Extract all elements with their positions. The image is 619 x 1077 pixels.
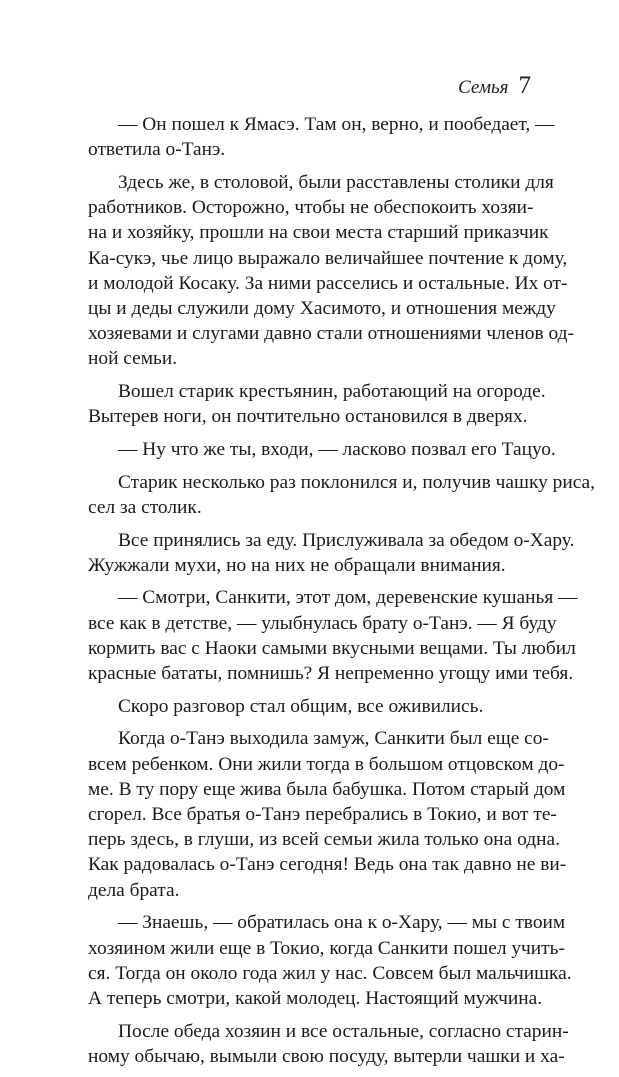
text-line: перь здесь, в глуши, из всей семьи жила только она одна. (88, 829, 560, 851)
paragraph (88, 528, 575, 578)
paragraph (88, 112, 555, 162)
text-line: цы и деды служили дому Хасимото, и отношения между (88, 297, 556, 319)
text-line: А теперь смотри, какой молодец. Настоящий мужчина. (88, 988, 543, 1009)
section-title: Семья (458, 77, 509, 98)
text-line: сгорел. Все братья о-Танэ перебрались в Токио, и вот те- (88, 804, 557, 826)
running-header (458, 72, 531, 100)
text-line: ся. Тогда он около года жил у нас. Совсем был мальчишка. (88, 962, 572, 984)
text-line: кормить вас с Наоки самыми вкусными вещами. Ты любил (88, 637, 576, 659)
text-line: — Смотри, Санкити, этот дом, деревенские кушанья — (118, 587, 578, 609)
text-line: Как радовалась о-Танэ сегодня! Ведь она так давно не ви- (88, 854, 567, 876)
paragraph (88, 726, 567, 902)
text-line: После обеда хозяин и все остальные, согласно старин- (118, 1020, 569, 1042)
paragraph (88, 170, 574, 372)
paragraph (88, 585, 578, 686)
text-line: сел за столик. (88, 496, 202, 518)
text-line: Вошел старик крестьянин, работающий на огороде. (118, 381, 546, 403)
text-line: ному обычаю, вымыли свою посуду, вытерли чашки и ха- (88, 1045, 565, 1067)
text-line: работников. Осторожно, чтобы не обеспокоить хозяи- (88, 197, 534, 219)
text-line: — Ну что же ты, входи, — ласково позвал его Тацуо. (118, 438, 556, 460)
text-line: Вытерев ноги, он почтительно остановился в дверях. (88, 406, 528, 428)
text-line: — Он пошел к Ямасэ. Там он, верно, и пообедает, — (118, 114, 555, 135)
text-line: Скоро разговор стал общим, все оживились. (118, 695, 484, 717)
text-line: Жужжали мухи, но на них не обращали внимания. (88, 554, 506, 576)
text-line: Здесь же, в столовой, были расставлены столики для (118, 171, 554, 193)
text-line: хозяевами и слугами давно стали отношениями членов од- (88, 323, 574, 345)
text-line: — Знаешь, — обратилась она к о-Хару, — мы с твоим (118, 912, 566, 934)
paragraph (88, 1019, 569, 1069)
text-line: ной семьи. (88, 348, 178, 370)
text-line: Все принялись за еду. Прислуживала за обедом о-Хару. (118, 529, 575, 551)
paragraph (88, 694, 530, 719)
paragraph (88, 437, 556, 462)
body-text (88, 112, 596, 1077)
text-line: Когда о-Танэ выходила замуж, Санкити был еще со- (118, 728, 549, 750)
page-number: 7 (518, 72, 531, 99)
text-line: дела брата. (88, 879, 180, 901)
text-line: всем ребенком. Они жили тогда в большом отцовском до- (88, 753, 565, 775)
text-line: хозяином жили еще в Токио, когда Санкити пошел учить- (88, 937, 565, 959)
paragraph (88, 470, 596, 520)
paragraph (88, 379, 546, 429)
text-line: Старик несколько раз поклонился и, получив чашку риса, (118, 471, 596, 493)
text-line: ответила о-Танэ. (88, 139, 226, 161)
paragraph (88, 910, 572, 1011)
text-line: ме. В ту пору еще жива была бабушка. Потом старый дом (88, 778, 566, 800)
text-line: все как в детстве, — улыбнулась брату о-Танэ. — Я буду (88, 612, 557, 634)
text-line: на и хозяйку, прошли на свои места старший приказчик (88, 222, 549, 244)
text-line: Ка-сукэ, чье лицо выражало величайшее почтение к дому, (88, 247, 568, 269)
text-line: красные бататы, помнишь? Я непременно угощу ими тебя. (88, 663, 574, 685)
text-line: и молодой Косаку. За ними расселись и остальные. Их от- (88, 272, 568, 294)
